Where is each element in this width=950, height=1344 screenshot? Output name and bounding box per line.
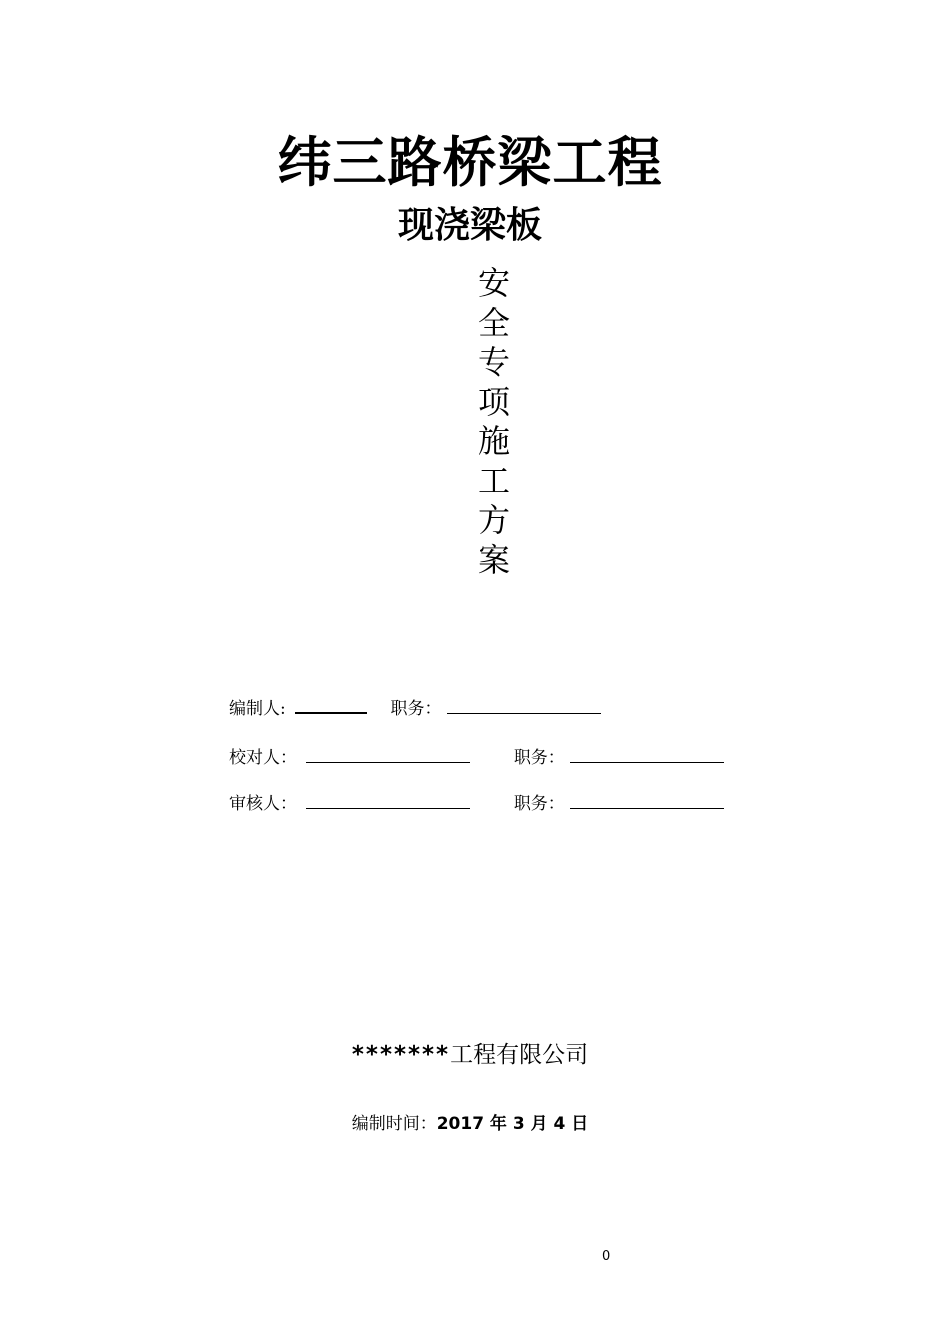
compiler-blank bbox=[295, 696, 367, 714]
vertical-title-char: 施 bbox=[477, 422, 510, 460]
vertical-plan-title bbox=[472, 264, 516, 580]
position-label: 职务： bbox=[513, 748, 565, 768]
page-number: 0 bbox=[602, 1249, 611, 1264]
vertical-title-char: 专 bbox=[477, 343, 510, 381]
vertical-title-char: 方 bbox=[477, 501, 510, 539]
date-label: 编制时间： bbox=[351, 1114, 437, 1134]
vertical-title-char: 项 bbox=[477, 382, 510, 421]
compile-date bbox=[0, 1112, 940, 1136]
checker-row bbox=[229, 746, 724, 769]
document-title: 纬三路桥梁工程 bbox=[277, 131, 663, 194]
position-blank bbox=[570, 792, 724, 809]
document-subtitle: 现浇梁板 bbox=[397, 205, 542, 246]
position-blank bbox=[570, 746, 724, 763]
reviewer-label: 审核人： bbox=[229, 794, 297, 814]
vertical-title-char: 工 bbox=[477, 461, 510, 500]
vertical-title-char: 案 bbox=[477, 540, 510, 579]
position-label: 职务： bbox=[390, 699, 442, 719]
date-value: 2017 年 3 月 4 日 bbox=[436, 1114, 589, 1134]
position-blank bbox=[447, 697, 601, 714]
compiler-row bbox=[229, 696, 601, 720]
vertical-title-char: 安 bbox=[477, 264, 510, 302]
vertical-title-char: 全 bbox=[477, 303, 510, 342]
reviewer-row bbox=[229, 792, 724, 815]
company-name bbox=[0, 1040, 940, 1070]
position-label: 职务： bbox=[513, 794, 565, 814]
company-stars: ******* bbox=[351, 1042, 451, 1068]
company-name-text: 工程有限公司 bbox=[450, 1042, 589, 1068]
compiler-label: 编制人: bbox=[229, 699, 286, 719]
checker-blank bbox=[306, 746, 470, 763]
checker-label: 校对人： bbox=[229, 748, 297, 768]
reviewer-blank bbox=[306, 792, 470, 809]
